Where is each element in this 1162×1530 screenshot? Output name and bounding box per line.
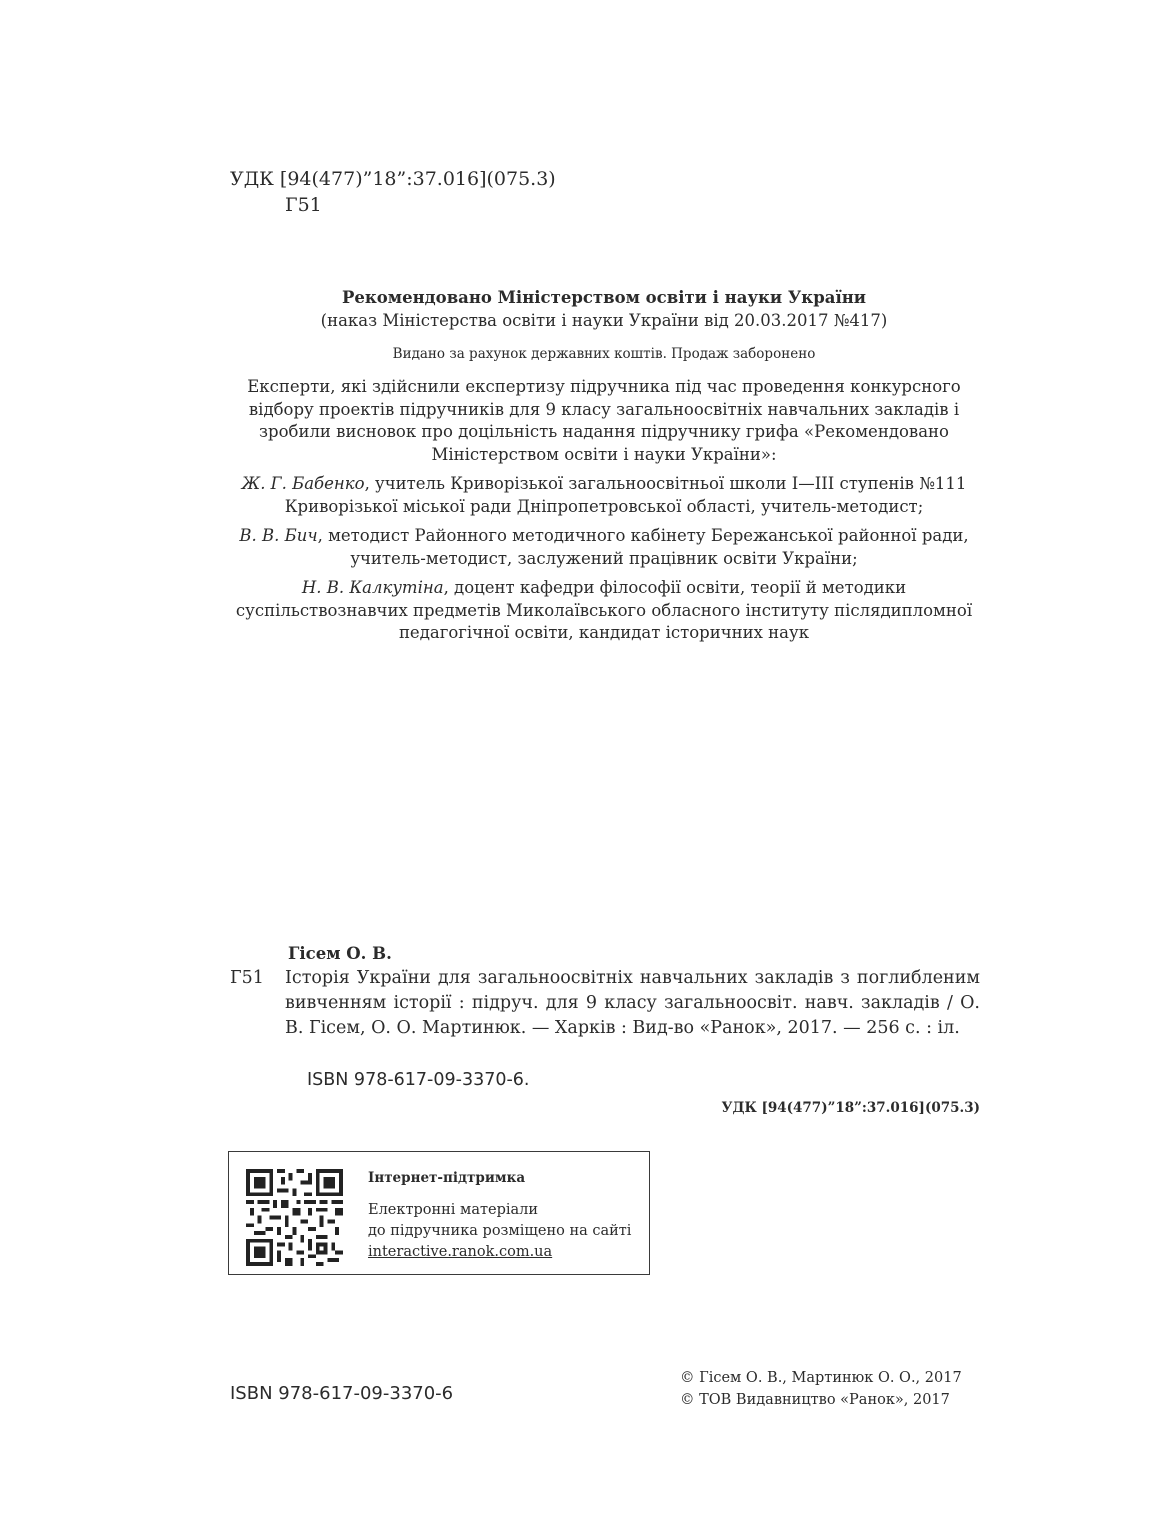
support-text bbox=[368, 1200, 631, 1263]
funding-note: Видано за рахунок державних коштів. Продаж заборонено bbox=[392, 346, 816, 362]
recommendation-block bbox=[228, 286, 980, 332]
expert-details: , доцент кафедри філософії освіти, теорії й методики суспільствознавчих предметів Миколаївського обласного інституту післядипломної педагогічної освіти, кандидат історичних наук bbox=[235, 578, 973, 642]
expert-item bbox=[228, 473, 980, 518]
catalog-index: Г51 bbox=[285, 194, 322, 216]
recommendation-order: (наказ Міністерства освіти і науки України від 20.03.2017 №417) bbox=[320, 311, 888, 330]
copyright-publisher: © ТОВ Видавництво «Ранок», 2017 bbox=[680, 1392, 950, 1408]
bib-description: Історія України для загальноосвітніх навчальних закладів з поглибленим вивченням історії : підруч. для 9 класу загальноосвіт. навч. закладів / О. В. Гісем, О. О. Мартинюк. — Харків : Вид-во «Ранок», 2017. — 256 с. : іл. bbox=[285, 968, 980, 1038]
expert-name: В. В. Бич bbox=[239, 526, 318, 545]
recommendation-title: Рекомендовано Міністерством освіти і науки України bbox=[341, 288, 867, 307]
support-title: Інтернет-підтримка bbox=[368, 1170, 526, 1186]
bib-author: Гісем О. В. bbox=[288, 944, 392, 963]
support-line-2: до підручника розміщено на сайті bbox=[368, 1223, 632, 1239]
bib-udk: УДК [94(477)”18”:37.016](075.3) bbox=[721, 1100, 980, 1116]
expert-details: , учитель Криворізької загальноосвітньої школи І—ІІІ ступенів №111 Криворізької міської ради Дніпропетровської області, учитель-методист; bbox=[284, 474, 967, 516]
udk-code: УДК [94(477)”18”:37.016](075.3) bbox=[230, 168, 556, 190]
bib-catalog-index: Г51 bbox=[230, 968, 264, 988]
footer-isbn: ISBN 978-617-09-3370-6 bbox=[230, 1383, 454, 1404]
expert-details: , методист Районного методичного кабінету Бережанської районної ради, учитель-методист, заслужений працівник освіти України; bbox=[317, 526, 969, 568]
qr-code-icon[interactable] bbox=[246, 1169, 343, 1266]
experts-intro: Експерти, які здійснили експертизу підручника під час проведення конкурсного відбору проектів підручників для 9 класу загальноосвітніх навчальних закладів і зробили висновок про доцільність надання підручнику грифа «Рекомендовано Міністерством освіти і науки України»: bbox=[247, 377, 961, 464]
support-link[interactable]: interactive.ranok.com.ua bbox=[368, 1244, 553, 1260]
bib-isbn: ISBN 978-617-09-3370-6. bbox=[307, 1070, 530, 1090]
support-line-1: Електронні матеріали bbox=[368, 1202, 539, 1218]
expert-name: Н. В. Калкутіна bbox=[301, 578, 444, 597]
expert-name: Ж. Г. Бабенко bbox=[241, 474, 365, 493]
copyright-authors: © Гісем О. В., Мартинюк О. О., 2017 bbox=[680, 1370, 962, 1386]
experts-block bbox=[228, 376, 980, 645]
udk-header bbox=[230, 166, 556, 218]
expert-item bbox=[228, 577, 980, 645]
copyright-block bbox=[680, 1367, 962, 1411]
expert-item bbox=[228, 525, 980, 570]
internet-support-box bbox=[228, 1151, 650, 1275]
